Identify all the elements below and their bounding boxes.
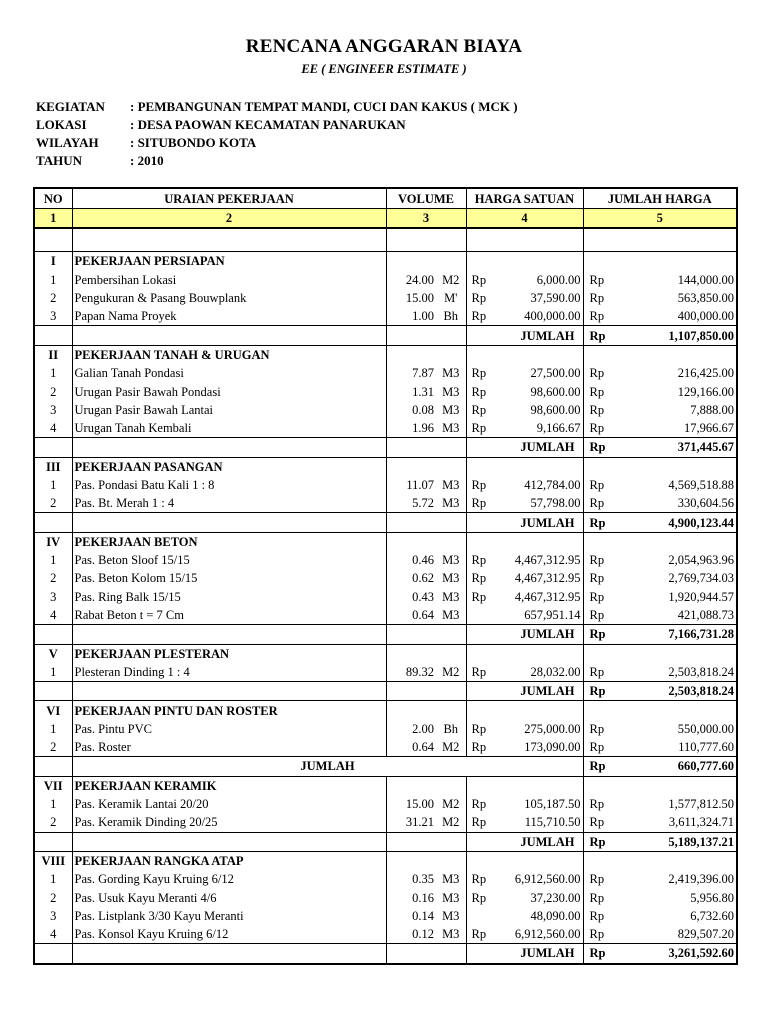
item-currency: Rp (583, 419, 613, 438)
item-number: 1 (34, 795, 72, 813)
item-number: 4 (34, 925, 72, 944)
item-number: 2 (34, 888, 72, 906)
item-volume: 2.00 (386, 720, 436, 738)
item-unit-price: 27,500.00 (494, 364, 583, 382)
item-description: Plesteran Dinding 1 : 4 (72, 663, 386, 682)
section-total-row (34, 944, 737, 964)
section-number: VII (34, 776, 72, 795)
item-currency: Rp (466, 795, 494, 813)
section-total-label: JUMLAH (466, 513, 583, 532)
item-currency: Rp (466, 271, 494, 289)
item-unit: M3 (436, 606, 466, 625)
item-description: Rabat Beton t = 7 Cm (72, 606, 386, 625)
section-row (34, 644, 737, 663)
item-volume: 0.43 (386, 588, 436, 606)
item-currency: Rp (466, 494, 494, 513)
item-unit-price: 6,912,560.00 (494, 925, 583, 944)
section-total-row (34, 832, 737, 851)
section-total-label: JUMLAH (466, 625, 583, 644)
item-total: 563,850.00 (613, 289, 737, 307)
item-description: Papan Nama Proyek (72, 307, 386, 326)
section-total-label: JUMLAH (466, 438, 583, 457)
table-row (34, 476, 737, 494)
item-currency: Rp (583, 813, 613, 832)
item-description: Urugan Tanah Kembali (72, 419, 386, 438)
section-total-value: 2,503,818.24 (613, 682, 737, 701)
item-unit-price: 173,090.00 (494, 738, 583, 757)
header-jumlah-harga: JUMLAH HARGA (583, 188, 737, 209)
item-volume: 15.00 (386, 795, 436, 813)
item-currency: Rp (466, 588, 494, 606)
item-unit-price: 657,951.14 (494, 606, 583, 625)
item-description: Pas. Usuk Kayu Meranti 4/6 (72, 888, 386, 906)
item-unit: M2 (436, 663, 466, 682)
item-currency: Rp (583, 364, 613, 382)
item-currency: Rp (583, 738, 613, 757)
item-description: Pas. Keramik Dinding 20/25 (72, 813, 386, 832)
item-description: Pas. Listplank 3/30 Kayu Meranti (72, 907, 386, 925)
item-currency: Rp (466, 569, 494, 587)
section-total-row (34, 438, 737, 457)
item-unit: M3 (436, 494, 466, 513)
item-currency: Rp (583, 494, 613, 513)
section-row (34, 252, 737, 271)
item-number: 4 (34, 606, 72, 625)
item-currency: Rp (583, 307, 613, 326)
total-currency: Rp (583, 682, 613, 701)
item-description: Pas. Pondasi Batu Kali 1 : 8 (72, 476, 386, 494)
item-unit-price: 98,600.00 (494, 401, 583, 419)
table-row (34, 720, 737, 738)
total-currency: Rp (583, 944, 613, 964)
section-title: PEKERJAAN PASANGAN (72, 457, 386, 476)
item-volume: 0.12 (386, 925, 436, 944)
item-unit-price: 9,166.67 (494, 419, 583, 438)
item-description: Pembersihan Lokasi (72, 271, 386, 289)
item-total: 550,000.00 (613, 720, 737, 738)
item-total: 17,966.67 (613, 419, 737, 438)
item-unit-price: 4,467,312.95 (494, 569, 583, 587)
item-description: Pengukuran & Pasang Bouwplank (72, 289, 386, 307)
section-number: I (34, 252, 72, 271)
section-title: PEKERJAAN RANGKA ATAP (72, 851, 386, 870)
item-unit-price: 37,230.00 (494, 888, 583, 906)
table-row (34, 813, 737, 832)
item-volume: 24.00 (386, 271, 436, 289)
col-number: 2 (72, 209, 386, 229)
item-unit: M3 (436, 551, 466, 569)
section-total-label: JUMLAH (466, 944, 583, 964)
item-unit: Bh (436, 720, 466, 738)
item-total: 2,503,818.24 (613, 663, 737, 682)
item-currency: Rp (583, 551, 613, 569)
section-number: VIII (34, 851, 72, 870)
item-total: 110,777.60 (613, 738, 737, 757)
table-row (34, 870, 737, 888)
item-total: 3,611,324.71 (613, 813, 737, 832)
item-total: 2,769,734.03 (613, 569, 737, 587)
item-number: 3 (34, 307, 72, 326)
item-unit-price: 275,000.00 (494, 720, 583, 738)
info-row-wilayah (36, 134, 518, 152)
table-row (34, 271, 737, 289)
item-currency: Rp (466, 813, 494, 832)
table-row (34, 494, 737, 513)
table-row (34, 307, 737, 326)
info-row-lokasi (36, 116, 518, 134)
section-total-value: 3,261,592.60 (613, 944, 737, 964)
item-currency: Rp (583, 588, 613, 606)
item-currency (466, 907, 494, 925)
item-unit: M3 (436, 888, 466, 906)
section-row (34, 457, 737, 476)
item-currency: Rp (466, 364, 494, 382)
item-unit: M3 (436, 401, 466, 419)
table-row (34, 888, 737, 906)
section-number: IV (34, 532, 72, 551)
table-row (34, 401, 737, 419)
section-total-label: JUMLAH (466, 832, 583, 851)
item-total: 144,000.00 (613, 271, 737, 289)
section-total-row (34, 625, 737, 644)
item-currency: Rp (466, 307, 494, 326)
section-title: PEKERJAAN PINTU DAN ROSTER (72, 701, 386, 720)
item-currency: Rp (466, 888, 494, 906)
item-number: 2 (34, 382, 72, 400)
total-currency: Rp (583, 438, 613, 457)
item-unit-price: 115,710.50 (494, 813, 583, 832)
item-unit: M3 (436, 419, 466, 438)
item-currency: Rp (583, 289, 613, 307)
info-row-tahun (36, 152, 518, 170)
section-number: V (34, 644, 72, 663)
table-row (34, 569, 737, 587)
table-row (34, 738, 737, 757)
section-title: PEKERJAAN PLESTERAN (72, 644, 386, 663)
item-total: 7,888.00 (613, 401, 737, 419)
item-description: Pas. Keramik Lantai 20/20 (72, 795, 386, 813)
section-title: PEKERJAAN BETON (72, 532, 386, 551)
section-total-value: 4,900,123.44 (613, 513, 737, 532)
item-description: Galian Tanah Pondasi (72, 364, 386, 382)
item-total: 421,088.73 (613, 606, 737, 625)
table-row (34, 551, 737, 569)
item-description: Urugan Pasir Bawah Pondasi (72, 382, 386, 400)
table-row (34, 588, 737, 606)
item-unit-price: 48,090.00 (494, 907, 583, 925)
item-volume: 1.31 (386, 382, 436, 400)
section-total-value: 371,445.67 (613, 438, 737, 457)
item-total: 5,956.80 (613, 888, 737, 906)
item-currency (466, 606, 494, 625)
item-volume: 1.00 (386, 307, 436, 326)
item-currency: Rp (466, 720, 494, 738)
item-total: 129,166.00 (613, 382, 737, 400)
item-number: 1 (34, 720, 72, 738)
total-currency: Rp (583, 832, 613, 851)
item-number: 1 (34, 476, 72, 494)
item-description: Pas. Pintu PVC (72, 720, 386, 738)
section-title: PEKERJAAN TANAH & URUGAN (72, 345, 386, 364)
section-number: VI (34, 701, 72, 720)
section-row (34, 345, 737, 364)
item-currency: Rp (466, 476, 494, 494)
item-volume: 5.72 (386, 494, 436, 513)
section-number: II (34, 345, 72, 364)
table-row (34, 795, 737, 813)
item-number: 2 (34, 289, 72, 307)
item-total: 2,054,963.96 (613, 551, 737, 569)
item-description: Pas. Beton Sloof 15/15 (72, 551, 386, 569)
item-total: 2,419,396.00 (613, 870, 737, 888)
item-currency: Rp (583, 569, 613, 587)
section-row (34, 532, 737, 551)
item-currency: Rp (583, 401, 613, 419)
table-row (34, 419, 737, 438)
table-row (34, 289, 737, 307)
item-volume: 0.62 (386, 569, 436, 587)
col-number: 4 (466, 209, 583, 229)
table-row (34, 925, 737, 944)
item-volume: 15.00 (386, 289, 436, 307)
item-volume: 0.64 (386, 606, 436, 625)
info-label: TAHUN (36, 153, 82, 168)
item-description: Pas. Roster (72, 738, 386, 757)
item-volume: 0.35 (386, 870, 436, 888)
item-volume: 0.46 (386, 551, 436, 569)
item-number: 3 (34, 401, 72, 419)
item-currency: Rp (583, 907, 613, 925)
header-harga-satuan: HARGA SATUAN (466, 188, 583, 209)
section-total-row (34, 757, 737, 776)
item-currency: Rp (583, 382, 613, 400)
item-unit-price: 105,187.50 (494, 795, 583, 813)
item-unit: M2 (436, 813, 466, 832)
item-unit-price: 6,912,560.00 (494, 870, 583, 888)
section-total-value: 5,189,137.21 (613, 832, 737, 851)
item-total: 829,507.20 (613, 925, 737, 944)
item-unit: M3 (436, 382, 466, 400)
table-row (34, 382, 737, 400)
item-unit-price: 4,467,312.95 (494, 551, 583, 569)
item-total: 400,000.00 (613, 307, 737, 326)
item-total: 1,920,944.57 (613, 588, 737, 606)
section-total-label: JUMLAH (72, 757, 583, 776)
section-row (34, 851, 737, 870)
item-volume: 7.87 (386, 364, 436, 382)
item-currency: Rp (583, 888, 613, 906)
item-number: 3 (34, 907, 72, 925)
item-total: 216,425.00 (613, 364, 737, 382)
total-currency: Rp (583, 625, 613, 644)
section-total-value: 7,166,731.28 (613, 625, 737, 644)
item-total: 1,577,812.50 (613, 795, 737, 813)
item-unit-price: 400,000.00 (494, 307, 583, 326)
item-currency: Rp (466, 870, 494, 888)
table-row (34, 606, 737, 625)
budget-table (33, 187, 738, 965)
section-total-row (34, 326, 737, 345)
item-currency: Rp (466, 289, 494, 307)
item-unit-price: 57,798.00 (494, 494, 583, 513)
item-currency: Rp (583, 606, 613, 625)
item-unit: M3 (436, 569, 466, 587)
total-currency: Rp (583, 513, 613, 532)
table-header-row (34, 188, 737, 209)
item-number: 3 (34, 588, 72, 606)
item-volume: 11.07 (386, 476, 436, 494)
item-unit-price: 37,590.00 (494, 289, 583, 307)
item-description: Pas. Ring Balk 15/15 (72, 588, 386, 606)
info-label: WILAYAH (36, 135, 99, 150)
item-volume: 0.14 (386, 907, 436, 925)
section-total-label: JUMLAH (466, 326, 583, 345)
table-row (34, 663, 737, 682)
item-volume: 0.16 (386, 888, 436, 906)
item-volume: 89.32 (386, 663, 436, 682)
item-number: 2 (34, 494, 72, 513)
spacer-row (34, 228, 737, 252)
item-number: 2 (34, 813, 72, 832)
document-title: RENCANA ANGGARAN BIAYA (245, 36, 523, 57)
item-total: 330,604.56 (613, 494, 737, 513)
item-currency: Rp (583, 271, 613, 289)
section-total-label: JUMLAH (466, 682, 583, 701)
item-currency: Rp (466, 551, 494, 569)
item-unit: M3 (436, 925, 466, 944)
item-unit: M' (436, 289, 466, 307)
col-number: 1 (34, 209, 72, 229)
section-title: PEKERJAAN PERSIAPAN (72, 252, 386, 271)
item-number: 4 (34, 419, 72, 438)
item-unit-price: 412,784.00 (494, 476, 583, 494)
item-description: Pas. Gording Kayu Kruing 6/12 (72, 870, 386, 888)
item-unit-price: 28,032.00 (494, 663, 583, 682)
item-number: 1 (34, 870, 72, 888)
document-subtitle: EE ( ENGINEER ESTIMATE ) (301, 62, 467, 76)
item-currency: Rp (583, 663, 613, 682)
info-value: : SITUBONDO KOTA (130, 135, 257, 150)
info-value: : DESA PAOWAN KECAMATAN PANARUKAN (130, 117, 406, 132)
item-currency: Rp (583, 476, 613, 494)
table-row (34, 907, 737, 925)
item-currency: Rp (466, 401, 494, 419)
col-number: 5 (583, 209, 737, 229)
item-unit: M3 (436, 364, 466, 382)
item-volume: 1.96 (386, 419, 436, 438)
item-unit: Bh (436, 307, 466, 326)
info-value: : PEMBANGUNAN TEMPAT MANDI, CUCI DAN KAKUS ( MCK ) (130, 99, 518, 114)
item-volume: 0.08 (386, 401, 436, 419)
item-currency: Rp (466, 382, 494, 400)
section-row (34, 776, 737, 795)
table-row (34, 364, 737, 382)
item-unit-price: 4,467,312.95 (494, 588, 583, 606)
info-row-kegiatan (36, 98, 518, 116)
section-total-row (34, 682, 737, 701)
info-label: LOKASI (36, 117, 87, 132)
item-unit: M3 (436, 907, 466, 925)
project-info (36, 98, 518, 170)
item-description: Pas. Beton Kolom 15/15 (72, 569, 386, 587)
section-total-value: 660,777.60 (613, 757, 737, 776)
section-total-row (34, 513, 737, 532)
item-number: 1 (34, 271, 72, 289)
total-currency: Rp (583, 326, 613, 345)
item-number: 2 (34, 738, 72, 757)
item-number: 1 (34, 551, 72, 569)
info-label: KEGIATAN (36, 99, 105, 114)
item-volume: 0.64 (386, 738, 436, 757)
header-uraian: URAIAN PEKERJAAN (72, 188, 386, 209)
col-number: 3 (386, 209, 466, 229)
item-unit: M2 (436, 795, 466, 813)
section-row (34, 701, 737, 720)
item-description: Pas. Konsol Kayu Kruing 6/12 (72, 925, 386, 944)
section-title: PEKERJAAN KERAMIK (72, 776, 386, 795)
item-unit-price: 6,000.00 (494, 271, 583, 289)
item-number: 1 (34, 364, 72, 382)
item-unit: M2 (436, 738, 466, 757)
item-currency: Rp (466, 419, 494, 438)
item-currency: Rp (466, 738, 494, 757)
item-currency: Rp (583, 925, 613, 944)
section-total-value: 1,107,850.00 (613, 326, 737, 345)
item-volume: 31.21 (386, 813, 436, 832)
item-currency: Rp (466, 925, 494, 944)
item-unit: M3 (436, 588, 466, 606)
item-total: 4,569,518.88 (613, 476, 737, 494)
item-unit: M3 (436, 476, 466, 494)
item-currency: Rp (583, 720, 613, 738)
item-unit-price: 98,600.00 (494, 382, 583, 400)
header-no: NO (34, 188, 72, 209)
item-number: 2 (34, 569, 72, 587)
item-currency: Rp (583, 795, 613, 813)
total-currency: Rp (583, 757, 613, 776)
item-currency: Rp (466, 663, 494, 682)
item-total: 6,732.60 (613, 907, 737, 925)
info-value: : 2010 (130, 153, 164, 168)
section-number: III (34, 457, 72, 476)
item-unit: M3 (436, 870, 466, 888)
item-number: 1 (34, 663, 72, 682)
item-currency: Rp (583, 870, 613, 888)
column-number-row (34, 209, 737, 229)
item-unit: M2 (436, 271, 466, 289)
item-description: Pas. Bt. Merah 1 : 4 (72, 494, 386, 513)
item-description: Urugan Pasir Bawah Lantai (72, 401, 386, 419)
header-volume: VOLUME (386, 188, 466, 209)
